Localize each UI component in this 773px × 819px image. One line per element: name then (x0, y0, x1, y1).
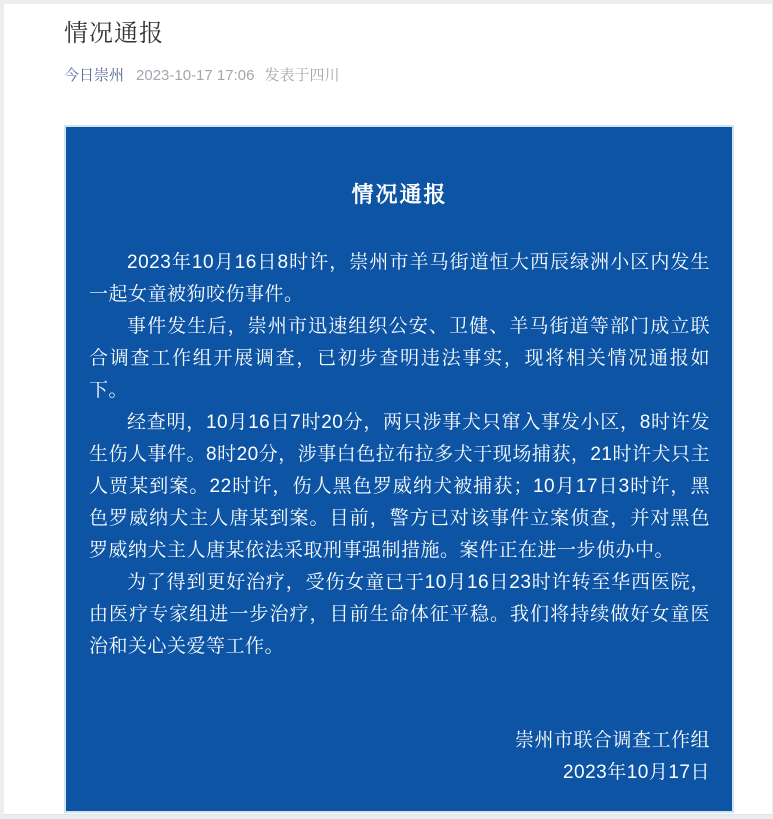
page-title: 情况通报 (64, 20, 164, 47)
notice-image (64, 125, 734, 813)
notice-paragraph: 2023年10月16日8时许，崇州市羊马街道恒大西辰绿洲小区内发生一起女童被狗咬伤事件。 (89, 252, 710, 305)
article-byline (64, 65, 734, 86)
signature-date: 2023年10月17日 (562, 762, 710, 783)
publish-timestamp: 2023-10-17 17:06 (136, 67, 255, 84)
notice-paragraph: 经查明，10月16日7时20分，两只涉事犬只窜入事发小区，8时许发生伤人事件。8时20分，涉事白色拉布拉多犬于现场捕获，21时许犬只主人贾某到案。22时许，伤人黑色罗威纳犬被捕获；10月17日3时许，黑色罗威纳犬主人唐某到案。目前，警方已对该事件立案侦查，并对黑色罗威纳犬主人唐某依法采取刑事强制措施。案件正在进一步侦办中。 (89, 412, 710, 561)
notice-body (89, 247, 710, 663)
article-card (4, 4, 772, 815)
publish-location: 发表于四川 (264, 67, 340, 84)
notice-signature (89, 725, 710, 789)
signature-org: 崇州市联合调查工作组 (514, 730, 710, 751)
notice-paragraph: 事件发生后，崇州市迅速组织公安、卫健、羊马街道等部门成立联合调查工作组开展调查，已初步查明违法事实，现将相关情况通报如下。 (89, 316, 710, 401)
notice-heading: 情况通报 (351, 182, 448, 207)
account-name-link[interactable]: 今日崇州 (64, 67, 125, 84)
notice-paragraph: 为了得到更好治疗，受伤女童已于10月16日23时许转至华西医院，由医疗专家组进一步治疗，目前生命体征平稳。我们将持续做好女童医治和关心关爱等工作。 (89, 572, 710, 657)
